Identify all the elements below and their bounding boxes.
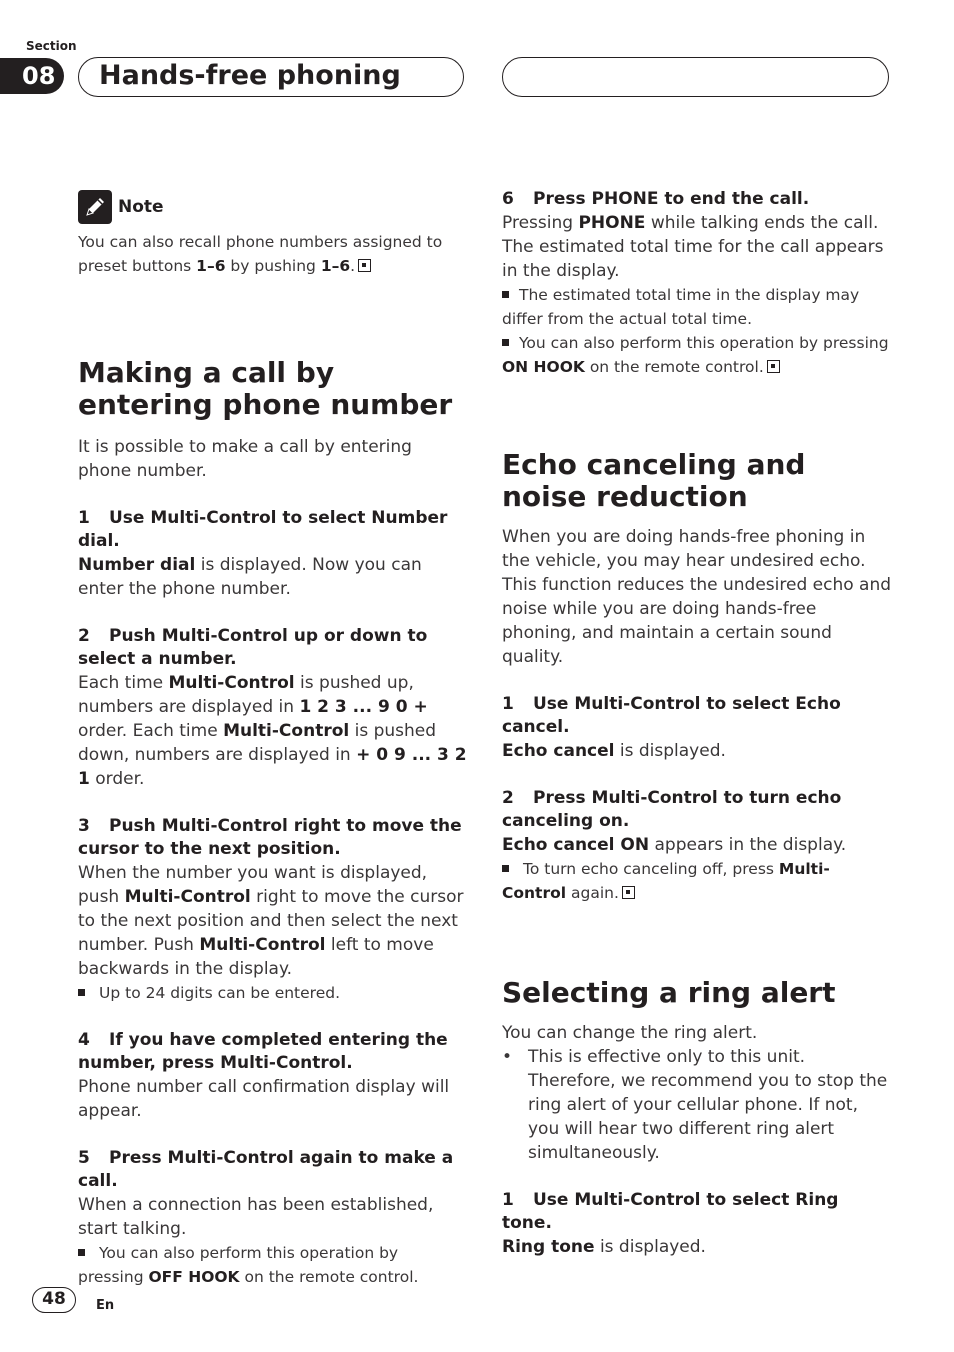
square-bullet-icon (502, 291, 509, 298)
step3-note: Up to 24 digits can be entered. (78, 981, 468, 1005)
ring-step1-text: Ring tone is displayed. (502, 1237, 706, 1257)
ring-bullet: • This is effective only to this unit. Therefore, we recommend you to stop the ring alert of your cellular phone. If not, you will hear two different ring alert simultaneously. (502, 1047, 888, 1163)
echo-intro: When you are doing hands-free phoning in the vehicle, you may hear undesired echo. This function reduces the undesired echo and noise while you are doing hands-free phoning, and maintain a certain sound quality. (502, 527, 892, 667)
step6-note2: You can also perform this operation by pressing ON HOOK on the remote control. (502, 334, 889, 376)
step1-title: 1 Use Multi-Control to select Number dial. (78, 508, 448, 551)
end-mark-icon (767, 360, 780, 373)
echo-step1-text: Echo cancel is displayed. (502, 741, 726, 761)
ring-intro: You can change the ring alert. (502, 1023, 758, 1043)
square-bullet-icon (78, 989, 85, 996)
pencil-note-icon (78, 190, 112, 224)
making-call-intro: It is possible to make a call by entering phone number. (78, 437, 412, 481)
section-title-pill (78, 57, 464, 97)
bullet-dot-icon: • (502, 1047, 513, 1067)
end-mark-icon (358, 259, 371, 272)
square-bullet-icon (502, 865, 509, 872)
note-label: Note (118, 197, 164, 217)
ring-step1-title: 1 Use Multi-Control to select Ring tone. (502, 1190, 839, 1233)
echo-heading: Echo canceling and noise reduction (502, 448, 806, 513)
echo-step1-title: 1 Use Multi-Control to select Echo cancel. (502, 694, 841, 737)
step4-text: Phone number call confirmation display will appear. (78, 1077, 450, 1121)
echo-step2-text: Echo cancel ON appears in the display. (502, 835, 847, 855)
step5-note: You can also perform this operation by pressing OFF HOOK on the remote control. (78, 1244, 419, 1286)
step2-text: Each time Multi-Control is pushed up, numbers are displayed in 1 2 3 ... 9 0 + order. Each time Multi-Control is pushed down, numbers are displayed in + 0 9 ... 3 2 1 order. (78, 673, 467, 789)
language-code: En (96, 1298, 115, 1313)
step3-text: When the number you want is displayed, push Multi-Control right to move the cursor to the next position and then select the next number. Push Multi-Control left to move backwards in the display. (78, 863, 464, 979)
echo-step2-title: 2 Press Multi-Control to turn echo canceling on. (502, 788, 842, 831)
section-number-badge: 08 (0, 58, 64, 94)
step1-text: Number dial is displayed. Now you can enter the phone number. (78, 555, 422, 599)
step4-title: 4 If you have completed entering the number, press Multi-Control. (78, 1030, 448, 1073)
page-number: 48 (32, 1287, 76, 1313)
section-label: Section (26, 39, 77, 53)
note-text: You can also recall phone numbers assigned to preset buttons 1–6 by pushing 1–6. (78, 233, 443, 275)
right-column (502, 188, 892, 1259)
section-title: Hands-free phoning (99, 60, 401, 91)
step5-title: 5 Press Multi-Control again to make a call. (78, 1148, 454, 1191)
making-call-heading: Making a call by entering phone number (78, 356, 453, 421)
step2-title: 2 Push Multi-Control up or down to select a number. (78, 626, 428, 669)
step5-text: When a connection has been established, start talking. (78, 1195, 434, 1239)
end-mark-icon (622, 886, 635, 899)
step6-note1: The estimated total time in the display may differ from the actual total time. (502, 286, 860, 328)
square-bullet-icon (78, 1249, 85, 1256)
step6-title: 6 Press PHONE to end the call. (502, 189, 810, 209)
square-bullet-icon (502, 339, 509, 346)
header-right-pill (502, 57, 889, 97)
step3-title: 3 Push Multi-Control right to move the cursor to the next position. (78, 816, 462, 859)
step6-text: Pressing PHONE while talking ends the call. The estimated total time for the call appears in the display. (502, 213, 884, 281)
echo-step2-note: To turn echo canceling off, press Multi-Control again. (502, 860, 830, 902)
ring-heading: Selecting a ring alert (502, 976, 836, 1009)
left-column (78, 190, 468, 1289)
note-header (78, 190, 468, 224)
